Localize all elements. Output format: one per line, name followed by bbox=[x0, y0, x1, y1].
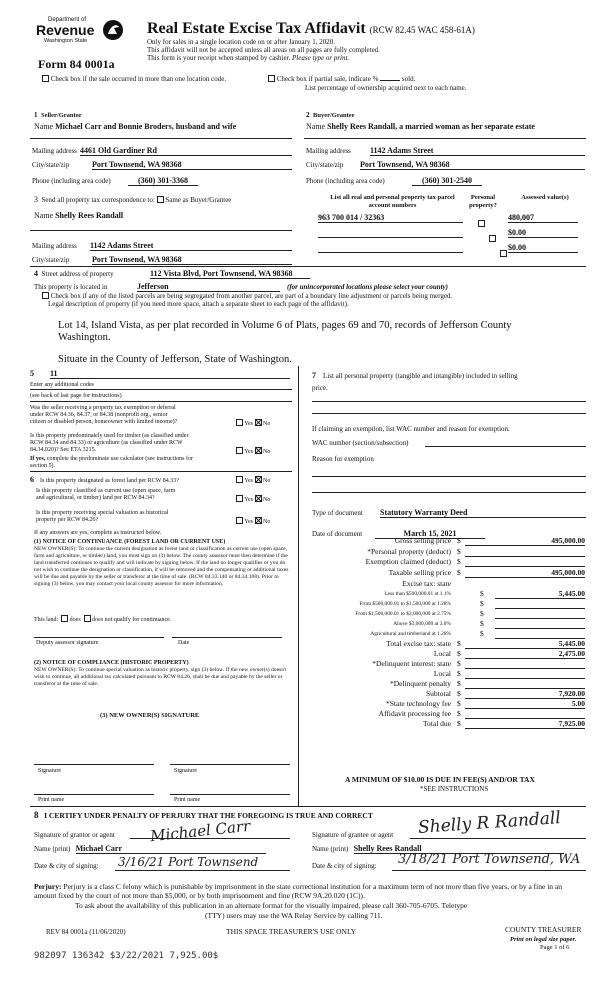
dept-line2: Revenue bbox=[36, 22, 95, 38]
calc-label: Exemption claimed (deduct) bbox=[365, 557, 451, 566]
sec6-q3a: Is this property receiving special valuation as historical bbox=[36, 510, 169, 516]
dept-line1: Department of bbox=[48, 17, 87, 23]
calc-value bbox=[465, 709, 585, 719]
calc-row bbox=[305, 536, 585, 546]
no-label: No bbox=[263, 478, 271, 484]
dollar-sign: $ bbox=[457, 639, 461, 648]
minimum-due-notice: A MINIMUM OF $10.00 IS DUE IN FEE(S) AND/OR TAX bbox=[345, 775, 535, 784]
corr-addr: 1142 Adams Street bbox=[90, 241, 292, 251]
sec5-q2-no-checkbox[interactable] bbox=[255, 447, 262, 454]
seller-name-label: Name bbox=[34, 122, 54, 131]
no-label: No bbox=[263, 449, 271, 455]
dollar-sign: $ bbox=[480, 609, 484, 618]
header-note2: This affidavit will not be accepted unless all areas on all pages are fully completed. bbox=[147, 46, 380, 54]
sec5-q2a: Is this property predominately used for timber (as classified under bbox=[30, 433, 189, 439]
sec6-land-line bbox=[34, 615, 171, 624]
sec5-q1a: Was the seller receiving a property tax exemption or deferral bbox=[30, 405, 176, 411]
multi-location-label: Check box if the sale occurred in more than one location code. bbox=[50, 75, 227, 83]
perjury-label: Perjury: bbox=[34, 882, 62, 891]
sec6-n1-title: (1) NOTICE OF CONTINUANCE (FOREST LAND OR CURRENT USE) bbox=[34, 539, 226, 545]
calc-label: Local bbox=[433, 669, 451, 678]
calc-row bbox=[305, 619, 585, 629]
sec6-q3b: property per RCW 84.26? bbox=[36, 517, 99, 523]
corr-city: Port Townsend, WA 98368 bbox=[92, 255, 292, 265]
calc-label: Agricultural and timberland at 1.28% bbox=[370, 631, 451, 637]
no-label: No bbox=[263, 519, 271, 525]
calc-value bbox=[495, 629, 585, 639]
buyer-section-label bbox=[306, 111, 355, 120]
calc-row bbox=[305, 709, 585, 719]
grantee-sig-label: Signature of grantee or agent bbox=[312, 831, 394, 839]
sec6-q3-no-checkbox[interactable] bbox=[255, 517, 262, 524]
legal-desc-3: Situate in the County of Jefferson, State of Washington. bbox=[58, 354, 292, 365]
legal-paper-note: Print on legal size paper. bbox=[510, 936, 577, 943]
doc-type: Statutory Warranty Deed bbox=[380, 508, 586, 518]
parcel-assessed-3: $0.00 bbox=[508, 243, 578, 253]
grantee-name: Shelly Rees Randall bbox=[354, 845, 564, 854]
title-ref: (RCW 82.45 WAC 458-61A) bbox=[369, 25, 475, 35]
dollar-sign: $ bbox=[457, 568, 461, 577]
same-as-buyer-checkbox[interactable] bbox=[157, 196, 164, 203]
sec6-q2-no-checkbox[interactable] bbox=[255, 495, 262, 502]
sec5-l1: Enter any additional codes bbox=[30, 382, 94, 388]
calc-value bbox=[465, 659, 585, 669]
sec8-num: 8 bbox=[34, 810, 39, 820]
sec8-title: I CERTIFY UNDER PENALTY OF PERJURY THAT THE FOREGOING IS TRUE AND CORRECT bbox=[44, 811, 373, 820]
calc-label: *State technology fee bbox=[386, 699, 451, 708]
grantee-date-label: Date & city of signing: bbox=[312, 862, 377, 870]
dollar-sign: $ bbox=[480, 589, 484, 598]
dollar-sign: $ bbox=[457, 679, 461, 688]
parcel-assessed-2: $0.00 bbox=[508, 228, 578, 238]
calc-row bbox=[305, 639, 585, 649]
dollar-sign: $ bbox=[480, 629, 484, 638]
header-note3 bbox=[147, 54, 349, 62]
calc-value: 5,445.00 bbox=[495, 589, 585, 599]
doc-date-label: Date of document bbox=[312, 530, 363, 538]
calc-label: Gross selling price bbox=[394, 536, 451, 545]
sec6-q1-yes-checkbox[interactable] bbox=[236, 476, 243, 483]
buyer-city-label: City/state/zip bbox=[306, 161, 344, 169]
doc-type-label: Type of document bbox=[312, 509, 363, 517]
calc-value bbox=[465, 557, 585, 567]
sec7-l1: List all personal property (tangible and intangible) included in selling bbox=[323, 372, 518, 380]
calc-value bbox=[495, 609, 585, 619]
sec6-q3-yesno bbox=[236, 517, 270, 526]
segregation-text: Check box if any of the listed parcels are being segregated from another parcel, are part of a boundary line adjustment or parcels being merged. bbox=[50, 292, 453, 300]
corr-name-label: Name bbox=[34, 211, 54, 220]
calc-label: *Delinquent penalty bbox=[389, 679, 451, 688]
sec5-q1-yes-checkbox[interactable] bbox=[236, 419, 243, 426]
seller-num: 1 bbox=[34, 111, 38, 119]
calc-label: Excise tax: state bbox=[402, 579, 451, 588]
sec5-q2-yesno bbox=[236, 447, 270, 456]
dollar-sign: $ bbox=[480, 599, 484, 608]
calc-row bbox=[305, 609, 585, 619]
sec6-q2b: and agricultural, or timber) land per RCW 84.34? bbox=[36, 495, 155, 501]
header-note3-italic: Please type or print. bbox=[292, 54, 350, 62]
calc-label: Above $3,000,000 at 3.0% bbox=[393, 621, 451, 627]
calc-row bbox=[305, 719, 585, 729]
land-does-checkbox[interactable] bbox=[61, 615, 68, 622]
calc-label: Total due bbox=[422, 719, 451, 728]
land-does-label: does bbox=[69, 617, 81, 623]
seller-addr: 4461 Old Gardiner Rd bbox=[80, 146, 292, 156]
property-address-label: Street address of property bbox=[41, 270, 114, 278]
sec5-q1-yesno bbox=[236, 419, 270, 428]
page-title bbox=[147, 20, 475, 38]
calc-value bbox=[465, 669, 585, 679]
seller-city-label: City/state/zip bbox=[32, 161, 70, 169]
sec5-q2c: 84.34.020)? See ETA 3215. bbox=[30, 447, 97, 453]
sec6-n2-title: (2) NOTICE OF COMPLIANCE (HISTORIC PROPERTY) bbox=[34, 660, 189, 666]
land-doesnot-checkbox[interactable] bbox=[84, 615, 91, 622]
corr-label: Send all property tax correspondence to: bbox=[41, 196, 155, 204]
legal-desc-2: Washington. bbox=[58, 332, 111, 343]
sec7-num: 7 bbox=[312, 371, 316, 380]
sec7-l2: price. bbox=[312, 384, 328, 392]
buyer-name: Shelly Rees Randall, a married woman as her separate estate bbox=[327, 122, 535, 131]
grantor-name-line bbox=[34, 845, 266, 854]
buyer-addr: 1142 Adams Street bbox=[370, 146, 585, 156]
sec5-q1c: citizen or disabled person, homeowner with limited income)? bbox=[30, 419, 178, 425]
seller-phone: (360) 301-3368 bbox=[128, 176, 198, 186]
calc-label: Total excise tax: state bbox=[386, 639, 451, 648]
sec5-q3-ifyes: If yes, bbox=[30, 456, 46, 462]
calc-row bbox=[305, 669, 585, 679]
reason-label: Reason for exemption bbox=[312, 455, 374, 463]
land-doesnot-label: does not qualify for continuance. bbox=[92, 617, 172, 623]
sec5-num: 5 bbox=[30, 369, 34, 378]
dor-logo bbox=[36, 17, 126, 57]
yes-label: Yes bbox=[244, 421, 254, 427]
property-county: Jefferson bbox=[137, 282, 280, 292]
parcel-account-1: 963 700 014 / 32363 bbox=[318, 213, 463, 223]
grantor-date-label: Date & city of signing: bbox=[34, 862, 99, 870]
owner-print1-label: Print name bbox=[38, 797, 65, 803]
calc-value bbox=[495, 599, 585, 609]
grantee-name-label: Name (print) bbox=[312, 845, 349, 853]
revenue-logo-mark bbox=[102, 19, 124, 41]
calc-value: 495,000.00 bbox=[465, 536, 585, 546]
dollar-sign: $ bbox=[457, 709, 461, 718]
buyer-label: Buyer/Grantee bbox=[313, 112, 355, 119]
dollar-sign: $ bbox=[457, 719, 461, 728]
dollar-sign: $ bbox=[457, 699, 461, 708]
dollar-sign: $ bbox=[457, 669, 461, 678]
certify-line bbox=[34, 811, 373, 820]
buyer-phone-label: Phone (including area code) bbox=[306, 177, 385, 185]
calc-label: *Delinquent interest: state bbox=[372, 659, 451, 668]
legal-desc-1: Lot 14, Island Vista, as per plat recorded in Volume 6 of Plats, pages 69 and 70, records of Jefferson County bbox=[58, 320, 512, 331]
page-number: Page 1 of 6 bbox=[540, 944, 570, 951]
parcel-account-2 bbox=[318, 228, 463, 238]
owner-sig1-label: Signature bbox=[38, 768, 61, 774]
sec6-n2-body: NEW OWNER(S): To continue special valuation as historic property, sign (3) below. If the new owner(s) doesn't wish to continue, all additional tax calculated pursuant to RCW 84.26, shall be due and payable by the seller or transferor at the time of sale. bbox=[34, 667, 287, 687]
seller-addr-label: Mailing address bbox=[32, 147, 77, 155]
dept-line3: Washington State bbox=[44, 38, 88, 44]
calc-value bbox=[465, 547, 585, 557]
calc-row bbox=[305, 649, 585, 659]
calc-value: 7,920.00 bbox=[465, 689, 585, 699]
property-address: 112 Vista Blvd, Port Townsend, WA 98368 bbox=[150, 269, 310, 279]
legal-desc-label: Legal description of property (if you need more space, attach a separate sheet to each page of the affidavit). bbox=[48, 300, 349, 308]
sec6-q1: Is this property designated as forest land per RCW 84.33? bbox=[40, 478, 179, 484]
calc-value: 5,445.00 bbox=[465, 639, 585, 649]
yes-label: Yes bbox=[244, 478, 254, 484]
alt-format-1: To ask about the availability of this publication in an alternate format for the visually impaired, please call 360-705-6705. Teletype bbox=[75, 901, 468, 910]
calc-row bbox=[305, 699, 585, 709]
grantor-signature: Michael Carr bbox=[149, 816, 252, 846]
dollar-sign: $ bbox=[457, 557, 461, 566]
sec5-q1b: under RCW 84.36, 84.37, or 84.38 (nonprofit org., senior bbox=[30, 412, 168, 418]
calc-label: Affidavit processing fee bbox=[378, 709, 451, 718]
partial-sale-note: List percentage of ownership acquired next to each name. bbox=[305, 84, 467, 92]
buyer-num: 2 bbox=[306, 111, 310, 119]
calc-label: Subtotal bbox=[425, 689, 451, 698]
parcel-assessed-1: 480,007 bbox=[508, 213, 578, 223]
dollar-sign: $ bbox=[457, 649, 461, 658]
calc-row bbox=[305, 599, 585, 609]
parcel-col-assessed: Assessed value(s) bbox=[521, 194, 569, 201]
sec5-q3b: complete the predominate use calculator (see instructions for bbox=[46, 456, 193, 462]
seller-city: Port Townsend, WA 98368 bbox=[92, 160, 292, 170]
calc-value: 2,475.00 bbox=[465, 649, 585, 659]
grantor-name: Michael Carr bbox=[76, 845, 266, 854]
calc-row bbox=[305, 568, 585, 578]
corr-name: Shelly Rees Randall bbox=[55, 211, 124, 220]
correspondence-line bbox=[34, 196, 231, 204]
sec6-num: 6 bbox=[30, 475, 34, 484]
buyer-phone: (360) 301-2540 bbox=[412, 176, 482, 186]
seller-name: Michael Carr and Bonnie Broders, husband and wife bbox=[55, 122, 237, 131]
no-label: No bbox=[263, 421, 271, 427]
calc-value bbox=[495, 619, 585, 629]
doc-date: March 15, 2021 bbox=[375, 529, 485, 539]
no-label: No bbox=[263, 497, 271, 503]
county-treasurer: COUNTY TREASURER bbox=[505, 925, 582, 934]
grantor-name-label: Name (print) bbox=[34, 845, 71, 853]
sec5-q3c: section 5). bbox=[30, 463, 55, 469]
grantor-sig-label: Signature of grantor or agent bbox=[34, 831, 115, 839]
corr-addr-label: Mailing address bbox=[32, 242, 77, 250]
seller-label: Seller/Grantor bbox=[41, 112, 82, 119]
seller-section-label bbox=[34, 111, 82, 120]
owner-print2-label: Print name bbox=[174, 797, 201, 803]
calc-label: From $500,000.01 to $1,500,000 at 1.28% bbox=[359, 601, 451, 607]
calc-row bbox=[305, 547, 585, 557]
sec6-q1-line bbox=[30, 476, 179, 485]
personal-property-checkbox-3[interactable] bbox=[500, 250, 507, 257]
sec6-q2-yesno bbox=[236, 495, 270, 504]
assessor-sig-label: Deputy assessor signature bbox=[36, 640, 99, 646]
dollar-sign: $ bbox=[457, 536, 461, 545]
sec5-q1-no-checkbox[interactable] bbox=[255, 419, 262, 426]
calc-row bbox=[305, 589, 585, 599]
sec6-q4: If any answers are yes, complete as instructed below. bbox=[34, 530, 162, 536]
sec6-n3-title: (3) NEW OWNER(S) SIGNATURE bbox=[100, 712, 200, 719]
dollar-sign: $ bbox=[457, 689, 461, 698]
header-note1: Only for sales in a single location code on or after January 1, 2020. bbox=[147, 38, 335, 46]
exemption-label: If claiming an exemption, list WAC number and reason for exemption. bbox=[312, 425, 510, 433]
parcel-col-personal: Personal property? bbox=[469, 194, 497, 209]
partial-percent-field[interactable] bbox=[380, 80, 400, 81]
calc-label: From $1,500,000.01 to $3,000,000 at 2.75% bbox=[355, 611, 451, 617]
multi-location-check bbox=[42, 75, 226, 83]
located-note: (for unincorporated locations please select your county) bbox=[287, 283, 448, 291]
sec5-code: 11 bbox=[50, 369, 290, 379]
calc-row bbox=[305, 689, 585, 699]
sec6-q3-yes-checkbox[interactable] bbox=[236, 517, 243, 524]
sec6-q2-yes-checkbox[interactable] bbox=[236, 495, 243, 502]
sec5-l2: (see back of last page for instructions) bbox=[30, 393, 122, 399]
seller-phone-label: Phone (including area code) bbox=[32, 177, 111, 185]
property-address-line bbox=[34, 270, 114, 278]
partial-sale-check bbox=[268, 75, 415, 83]
sec6-q1-yesno bbox=[236, 476, 270, 485]
perjury-body: Perjury is a class C felony which is punishable by imprisonment in the state correctional institution for a maximum term of not more than five years, or by a fine in an amount fixed by the court of not more than $5,000, or by both imprisonment and fine (RCW 9A.20.020 (1C)). bbox=[34, 882, 562, 900]
corr-city-label: City/state/zip bbox=[32, 256, 70, 264]
calc-label: *Personal property (deduct) bbox=[367, 547, 451, 556]
multi-location-checkbox[interactable] bbox=[42, 75, 49, 82]
seller-name-line bbox=[34, 122, 236, 131]
sec5-q3 bbox=[30, 456, 193, 463]
yes-label: Yes bbox=[244, 449, 254, 455]
corr-name-line bbox=[34, 211, 123, 220]
buyer-name-line bbox=[306, 122, 535, 131]
header-note3-text: This form is your receipt when stamped by cashier. bbox=[147, 54, 291, 62]
parcel-col-accounts: List all real and personal property tax parcel account numbers bbox=[330, 194, 455, 209]
segregation-line bbox=[42, 292, 452, 300]
yes-label: Yes bbox=[244, 497, 254, 503]
receipt-stamp: 982097 136342 $3/22/2021 7,925.00$ bbox=[34, 951, 219, 961]
grantor-date-city: 3/16/21 Port Townsend bbox=[118, 855, 259, 869]
calc-value: 7,925.00 bbox=[465, 719, 585, 729]
perjury-text bbox=[34, 882, 586, 900]
calc-label: Taxable selling price bbox=[388, 568, 451, 577]
calc-row bbox=[305, 679, 585, 689]
located-label: This property is located in bbox=[34, 283, 108, 291]
treasurer-space: THIS SPACE TREASURER'S USE ONLY bbox=[226, 927, 357, 936]
same-as-buyer-label: Same as Buyer/Grantee bbox=[165, 196, 232, 204]
calc-value bbox=[465, 679, 585, 689]
segregation-checkbox[interactable] bbox=[42, 292, 49, 299]
calc-label: Less than $500,000.01 at 1.1% bbox=[384, 591, 451, 597]
sec6-n1-body: NEW OWNER(S): To continue the current designation as forest land or classification as current use (open space, farm and agriculture, or timber) land, you must sign on (3) below. The county assessor must then determine if the land transferred continues to qualify and will indicate by signing below. If the land no longer qualifies or you do not wish to continue the designation or classification, it will be removed and the compensating or additional taxes will be due and payable by the seller or transferor at the time of sale. (RCW 84.33.140 or 84.34.108). Prior to signing (3) below, you may contact your local county assessor for more information. bbox=[34, 546, 289, 587]
calc-row bbox=[305, 629, 585, 639]
calc-row bbox=[305, 659, 585, 669]
sec5-q2-yes-checkbox[interactable] bbox=[236, 447, 243, 454]
sec7-line1 bbox=[312, 372, 518, 380]
dollar-sign: $ bbox=[457, 659, 461, 668]
calc-row bbox=[305, 579, 585, 589]
partial-sale-label: Check box if partial sale, indicate % bbox=[276, 75, 379, 83]
alt-format-2: (TTY) users may use the WA Relay Service by calling 711. bbox=[205, 911, 383, 920]
corr-num: 3 bbox=[34, 195, 38, 204]
parcel-account-3 bbox=[318, 243, 463, 253]
form-number: Form 84 0001a bbox=[38, 57, 115, 71]
partial-sale-checkbox[interactable] bbox=[268, 75, 275, 82]
personal-property-checkbox-1[interactable] bbox=[478, 220, 485, 227]
grantee-signature: Shelly R Randall bbox=[417, 808, 562, 838]
grantee-date-city: 3/18/21 Port Townsend, WA bbox=[398, 852, 581, 867]
calc-row bbox=[305, 557, 585, 567]
buyer-addr-label: Mailing address bbox=[306, 147, 351, 155]
see-instructions: *SEE INSTRUCTIONS bbox=[420, 785, 489, 793]
partial-sale-label2: sold. bbox=[401, 75, 416, 83]
buyer-name-label: Name bbox=[306, 122, 326, 131]
dollar-sign: $ bbox=[480, 619, 484, 628]
dollar-sign: $ bbox=[457, 547, 461, 556]
buyer-city: Port Townsend, WA 98368 bbox=[360, 160, 585, 170]
owner-sig2-label: Signature bbox=[174, 768, 197, 774]
sec6-q1-no-checkbox[interactable] bbox=[255, 476, 262, 483]
sec6-land-label: This land: bbox=[34, 617, 59, 623]
calc-label: Local bbox=[433, 649, 451, 658]
yes-label: Yes bbox=[244, 519, 254, 525]
sec6-q2a: Is this property classified as current use (open space, farm bbox=[36, 488, 176, 494]
rev-number: REV 84 0001a (11/06/2020) bbox=[46, 928, 126, 936]
personal-property-checkbox-2[interactable] bbox=[489, 235, 496, 242]
calc-value: 495,000.00 bbox=[465, 568, 585, 578]
sec5-q2b: RCW 84.34 and 84.33) or agriculture (as classified under RCW bbox=[30, 440, 183, 446]
calc-value: 5.00 bbox=[465, 699, 585, 709]
property-num: 4 bbox=[34, 269, 38, 278]
assessor-date-label: Date bbox=[178, 640, 190, 646]
title-text: Real Estate Excise Tax Affidavit bbox=[147, 20, 366, 37]
wac-label: WAC number (section/subsection) bbox=[312, 439, 409, 447]
